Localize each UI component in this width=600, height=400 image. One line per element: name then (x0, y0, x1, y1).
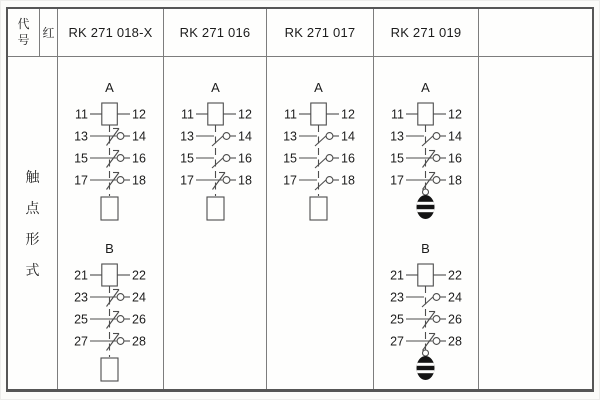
fixed-contact (326, 133, 333, 140)
terminal-number-left: 21 (390, 268, 404, 283)
side-char-1: 触 (25, 168, 40, 185)
terminal-number-right: 18 (132, 173, 146, 188)
fixed-contact (117, 338, 124, 345)
contact-diagram (374, 57, 478, 389)
ball-neck-circle (423, 350, 429, 356)
bridge-contact (208, 103, 224, 125)
diagram-cell-rk271017 (267, 57, 374, 389)
model-label: RK 271 017 (284, 25, 356, 40)
model-label: RK 271 016 (179, 25, 251, 40)
header-empty-cell (479, 9, 592, 57)
armature-square (101, 197, 118, 220)
terminal-number-right: 12 (238, 107, 252, 122)
terminal-number-right: 16 (238, 151, 252, 166)
moving-blade (315, 157, 327, 168)
striped-ball (417, 356, 435, 380)
terminal-number-left: 25 (390, 312, 404, 327)
terminal-number-left: 21 (74, 268, 88, 283)
red-label: 红 (42, 26, 55, 40)
fixed-contact (433, 133, 440, 140)
terminal-number-right: 16 (132, 151, 146, 166)
group-label: A (421, 80, 430, 95)
terminal-number-left: 13 (390, 129, 404, 144)
moving-blade (315, 179, 327, 190)
terminal-number-right: 12 (132, 107, 146, 122)
terminal-number-left: 13 (74, 129, 88, 144)
diagram-cell-empty (479, 57, 592, 389)
contact-row (284, 103, 355, 125)
side-char-2: 点 (25, 199, 40, 216)
terminal-number-right: 24 (132, 290, 146, 305)
moving-blade (212, 135, 224, 146)
contact-form-table (6, 7, 594, 392)
header-model-rk271017 (267, 9, 374, 57)
bridge-contact (102, 264, 118, 286)
diagram-cell-rk271016 (164, 57, 267, 389)
terminal-number-right: 28 (132, 334, 146, 349)
fixed-contact (433, 155, 440, 162)
fixed-contact (433, 338, 440, 345)
terminal-number-right: 14 (238, 129, 252, 144)
side-char-4: 式 (25, 261, 40, 278)
terminal-number-left: 11 (391, 107, 404, 122)
terminal-number-right: 18 (341, 173, 355, 188)
bridge-contact (418, 103, 434, 125)
fixed-contact (117, 316, 124, 323)
fixed-contact (117, 294, 124, 301)
terminal-number-left: 27 (390, 334, 404, 349)
group-label: B (105, 241, 114, 256)
contact-row (181, 103, 252, 125)
contact-diagram (58, 57, 163, 389)
moving-blade (315, 135, 327, 146)
moving-blade (422, 296, 434, 307)
group-label: A (314, 80, 323, 95)
fixed-contact (433, 294, 440, 301)
fixed-contact (117, 155, 124, 162)
terminal-number-left: 15 (283, 151, 297, 166)
terminal-number-left: 23 (390, 290, 404, 305)
terminal-number-left: 13 (180, 129, 194, 144)
terminal-number-left: 27 (74, 334, 88, 349)
terminal-number-left: 17 (390, 173, 404, 188)
fixed-contact (223, 177, 230, 184)
header-model-rk271018x (58, 9, 164, 57)
group-label: A (105, 80, 114, 95)
contact-diagram (164, 57, 266, 389)
terminal-number-right: 18 (448, 173, 462, 188)
terminal-number-left: 11 (75, 107, 88, 122)
terminal-number-left: 11 (181, 107, 194, 122)
armature-square (310, 197, 327, 220)
fixed-contact (117, 133, 124, 140)
contact-row (390, 264, 462, 286)
header-color-red (40, 9, 58, 57)
fixed-contact (326, 177, 333, 184)
fixed-contact (117, 177, 124, 184)
moving-blade (212, 157, 224, 168)
terminal-number-right: 14 (448, 129, 462, 144)
ball-neck-circle (423, 189, 429, 195)
diagram-cell-rk271018x (58, 57, 164, 389)
terminal-number-left: 15 (390, 151, 404, 166)
terminal-number-right: 12 (448, 107, 462, 122)
terminal-number-left: 11 (284, 107, 297, 122)
terminal-number-right: 22 (132, 268, 146, 283)
header-model-rk271016 (164, 9, 267, 57)
terminal-number-right: 14 (132, 129, 146, 144)
side-label-contact-form (8, 57, 58, 389)
terminal-number-left: 17 (74, 173, 88, 188)
fixed-contact (223, 133, 230, 140)
bridge-contact (418, 264, 434, 286)
terminal-number-left: 25 (74, 312, 88, 327)
fixed-contact (223, 155, 230, 162)
striped-ball (417, 195, 435, 219)
terminal-number-left: 17 (180, 173, 194, 188)
armature-square (207, 197, 224, 220)
corner-label-line1: 代 (17, 17, 30, 31)
moving-blade (422, 135, 434, 146)
fixed-contact (433, 316, 440, 323)
terminal-number-left: 17 (283, 173, 297, 188)
model-label: RK 271 018-X (68, 25, 153, 40)
group-label: B (421, 241, 430, 256)
contact-row (75, 103, 146, 125)
terminal-number-right: 16 (341, 151, 355, 166)
armature-square (101, 358, 118, 381)
fixed-contact (326, 155, 333, 162)
terminal-number-right: 28 (448, 334, 462, 349)
bridge-contact (102, 103, 118, 125)
terminal-number-right: 24 (448, 290, 462, 305)
terminal-number-right: 14 (341, 129, 355, 144)
contact-diagram (267, 57, 373, 389)
corner-header-code (8, 9, 40, 57)
group-label: A (211, 80, 220, 95)
terminal-number-right: 12 (341, 107, 355, 122)
fixed-contact (433, 177, 440, 184)
terminal-number-right: 18 (238, 173, 252, 188)
side-char-3: 形 (25, 230, 40, 247)
terminal-number-right: 22 (448, 268, 462, 283)
bridge-contact (311, 103, 327, 125)
terminal-number-right: 26 (448, 312, 462, 327)
terminal-number-right: 16 (448, 151, 462, 166)
header-model-rk271019 (374, 9, 479, 57)
terminal-number-left: 15 (180, 151, 194, 166)
terminal-number-left: 23 (74, 290, 88, 305)
corner-label-line2: 号 (17, 33, 30, 47)
terminal-number-left: 13 (283, 129, 297, 144)
contact-row (74, 264, 146, 286)
terminal-number-right: 26 (132, 312, 146, 327)
contact-row (391, 103, 462, 125)
model-label: RK 271 019 (390, 25, 462, 40)
diagram-cell-rk271019 (374, 57, 479, 389)
terminal-number-left: 15 (74, 151, 88, 166)
